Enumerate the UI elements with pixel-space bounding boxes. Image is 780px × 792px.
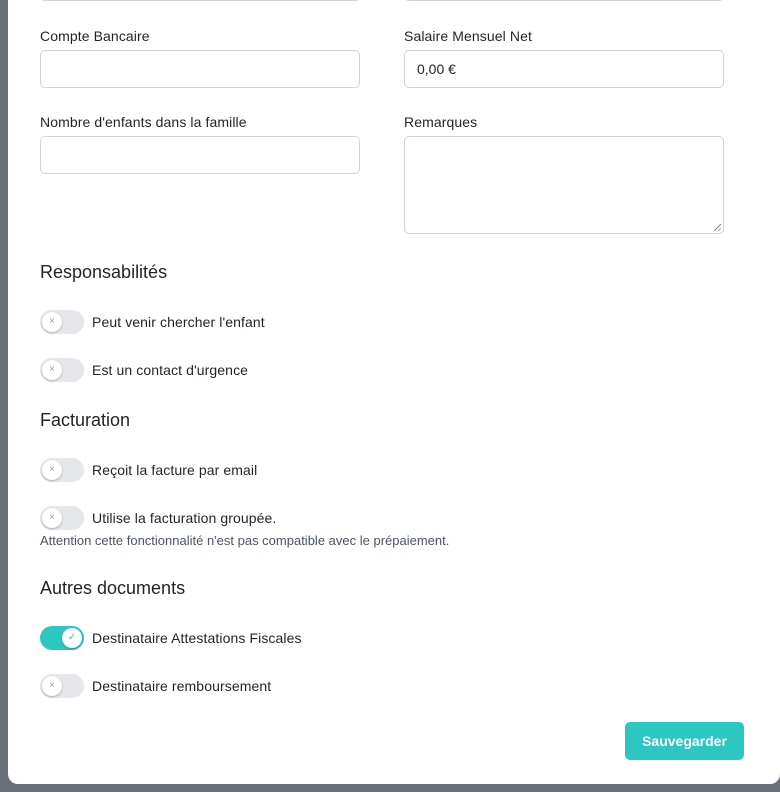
- invoice-email-toggle[interactable]: [40, 458, 84, 482]
- x-icon: ×: [42, 676, 62, 696]
- children-count-input[interactable]: [40, 136, 360, 174]
- x-icon: ×: [42, 312, 62, 332]
- section-title-facturation: Facturation: [40, 410, 131, 430]
- net-salary-input[interactable]: 0,00 €: [404, 50, 724, 88]
- reimbursement-toggle-label: Destinataire remboursement: [92, 678, 272, 694]
- section-title-responsabilites: Responsabilités: [40, 262, 168, 282]
- save-button[interactable]: Sauvegarder: [625, 722, 744, 760]
- bank-account-input[interactable]: [40, 50, 360, 88]
- toggle-row-emergency[interactable]: [40, 358, 248, 382]
- tax-certificates-toggle[interactable]: [40, 626, 84, 650]
- pickup-toggle-label: Peut venir chercher l'enfant: [92, 314, 265, 330]
- toggle-row-pickup[interactable]: [40, 310, 265, 334]
- resize-grip-icon[interactable]: [714, 224, 721, 231]
- previous-field-right-edge[interactable]: [404, 0, 724, 1]
- x-icon: ×: [42, 508, 62, 528]
- toggle-row-tax-certificates[interactable]: [40, 626, 302, 650]
- remarks-label: Remarques: [404, 114, 478, 130]
- toggle-row-reimbursement[interactable]: [40, 674, 271, 698]
- remarks-textarea[interactable]: [404, 136, 724, 234]
- toggle-row-grouped-billing[interactable]: [40, 506, 276, 530]
- emergency-contact-toggle-label: Est un contact d'urgence: [92, 362, 249, 378]
- children-count-label: Nombre d'enfants dans la famille: [40, 114, 247, 130]
- invoice-email-toggle-label: Reçoit la facture par email: [92, 462, 258, 478]
- grouped-billing-toggle[interactable]: [40, 506, 84, 530]
- tax-certificates-toggle-label: Destinataire Attestations Fiscales: [92, 630, 302, 646]
- pickup-toggle[interactable]: [40, 310, 84, 334]
- emergency-contact-toggle[interactable]: [40, 358, 84, 382]
- x-icon: ×: [42, 460, 62, 480]
- bank-account-label: Compte Bancaire: [40, 28, 150, 44]
- check-icon: ✓: [62, 628, 82, 648]
- section-title-autres-documents: Autres documents: [40, 578, 186, 598]
- grouped-billing-toggle-label: Utilise la facturation groupée.: [92, 510, 277, 526]
- previous-field-left-edge[interactable]: [40, 0, 360, 1]
- net-salary-label: Salaire Mensuel Net: [404, 28, 532, 44]
- toggle-row-invoice-email[interactable]: [40, 458, 257, 482]
- reimbursement-toggle[interactable]: [40, 674, 84, 698]
- grouped-billing-warning: Attention cette fonctionnalité n'est pas compatible avec le prépaiement.: [40, 533, 450, 548]
- modal-dialog: [8, 0, 780, 784]
- x-icon: ×: [42, 360, 62, 380]
